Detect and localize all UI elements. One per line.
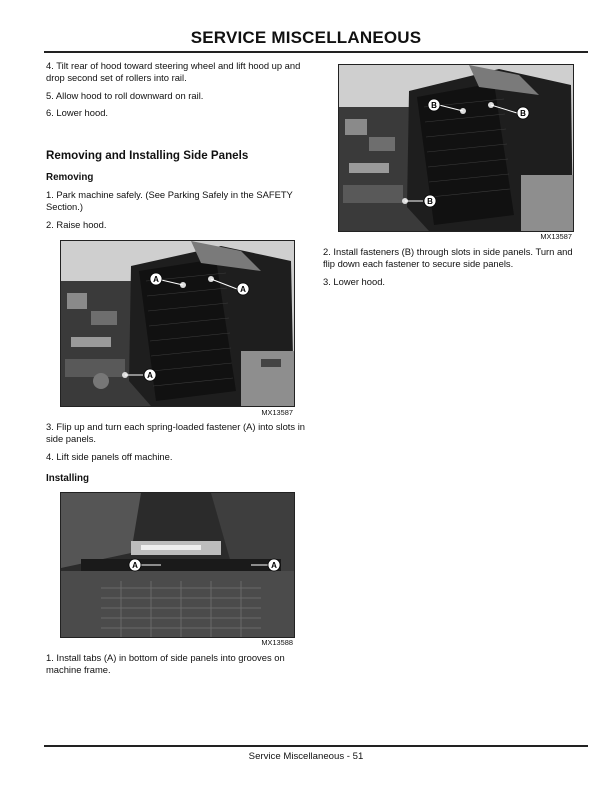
callout-a-1-label: A bbox=[153, 275, 159, 284]
callout-a-3-label: A bbox=[147, 371, 153, 380]
figure-side-panel-fasteners-b bbox=[338, 64, 574, 232]
callout-b-2-label: B bbox=[520, 109, 526, 118]
removing-step-1: 1. Park machine safely. (See Parking Safely in the SAFETY Section.) bbox=[46, 189, 293, 213]
figure-1-id: MX13587 bbox=[261, 408, 293, 417]
installing-step-3: 3. Lower hood. bbox=[323, 276, 386, 287]
callout-b-3-label: B bbox=[427, 197, 433, 206]
removing-step-4: 4. Lift side panels off machine. bbox=[46, 451, 173, 462]
installing-step-2: 2. Install fasteners (B) through slots in side panels. Turn and flip down each fastener to secure side panels. bbox=[323, 246, 573, 270]
removing-heading: Removing bbox=[46, 172, 94, 183]
callout-a-5 bbox=[268, 559, 280, 571]
figure-panel-tabs-a bbox=[60, 492, 295, 638]
removing-step-2: 2. Raise hood. bbox=[46, 219, 107, 230]
removing-step-3: 3. Flip up and turn each spring-loaded fastener (A) into slots in side panels. bbox=[46, 421, 305, 445]
callout-b-2 bbox=[517, 107, 529, 119]
callout-a-4 bbox=[129, 559, 141, 571]
page-footer: Service Miscellaneous - 51 bbox=[248, 751, 364, 762]
page-title: SERVICE MISCELLANEOUS bbox=[190, 28, 422, 47]
callout-a-5-label: A bbox=[271, 561, 277, 570]
callout-a-2-label: A bbox=[240, 285, 246, 294]
header-rule bbox=[44, 51, 588, 53]
callout-a-1 bbox=[150, 273, 162, 285]
callout-a-3 bbox=[144, 369, 156, 381]
step-4-tilt-hood: 4. Tilt rear of hood toward steering wheel and lift hood up and drop second set of rollers into rail. bbox=[46, 60, 301, 84]
installing-heading: Installing bbox=[46, 473, 90, 484]
installing-step-1: 1. Install tabs (A) in bottom of side panels into grooves on machine frame. bbox=[46, 652, 285, 676]
callout-b-1 bbox=[428, 99, 440, 111]
callout-b-1-label: B bbox=[431, 101, 437, 110]
figure-2-id: MX13588 bbox=[261, 638, 293, 647]
step-5-roll-hood: 5. Allow hood to roll downward on rail. bbox=[46, 90, 204, 101]
callout-a-2 bbox=[237, 283, 249, 295]
step-6-lower-hood: 6. Lower hood. bbox=[46, 107, 109, 118]
figure-side-panel-fasteners-a bbox=[60, 240, 295, 407]
callout-a-4-label: A bbox=[132, 561, 138, 570]
figure-3-id: MX13587 bbox=[540, 232, 572, 241]
callout-b-3 bbox=[424, 195, 436, 207]
side-panel-photo-a bbox=[61, 241, 294, 406]
footer-rule bbox=[44, 745, 588, 747]
panel-tabs-photo bbox=[61, 493, 294, 637]
section-heading: Removing and Installing Side Panels bbox=[46, 149, 249, 162]
side-panel-photo-b bbox=[339, 65, 573, 231]
